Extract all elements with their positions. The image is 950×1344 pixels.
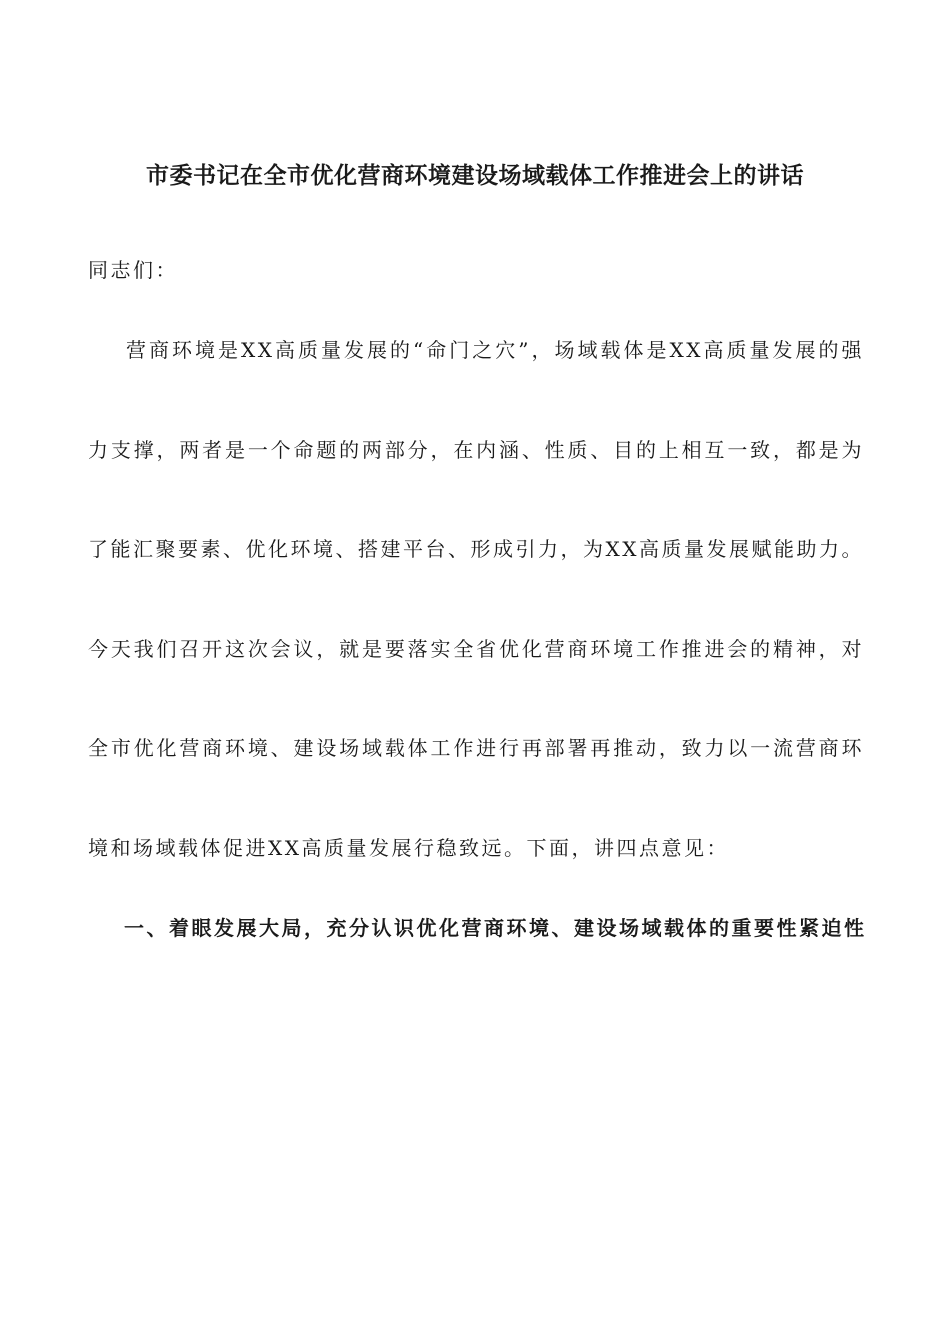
salutation: 同志们： [88,258,178,282]
paragraph-line: 了能汇聚要素、优化环境、搭建平台、形成引力，为XX高质量发展赋能助力。 [88,537,864,561]
paragraph-line: 力支撑，两者是一个命题的两部分，在内涵、性质、目的上相互一致，都是为 [88,438,864,462]
paragraph-line: 境和场域载体促进XX高质量发展行稳致远。下面，讲四点意见： [88,836,729,860]
section-heading: 一、着眼发展大局，充分认识优化营商环境、建设场域载体的重要性紧迫性 [124,916,864,940]
document-title: 市委书记在全市优化营商环境建设场域载体工作推进会上的讲话 [146,163,804,189]
paragraph-line: 今天我们召开这次会议，就是要落实全省优化营商环境工作推进会的精神，对 [88,637,864,661]
paragraph-line: 营商环境是XX高质量发展的“命门之穴”，场域载体是XX高质量发展的强 [126,338,864,362]
paragraph-line: 全市优化营商环境、建设场域载体工作进行再部署再推动，致力以一流营商环 [88,736,864,760]
